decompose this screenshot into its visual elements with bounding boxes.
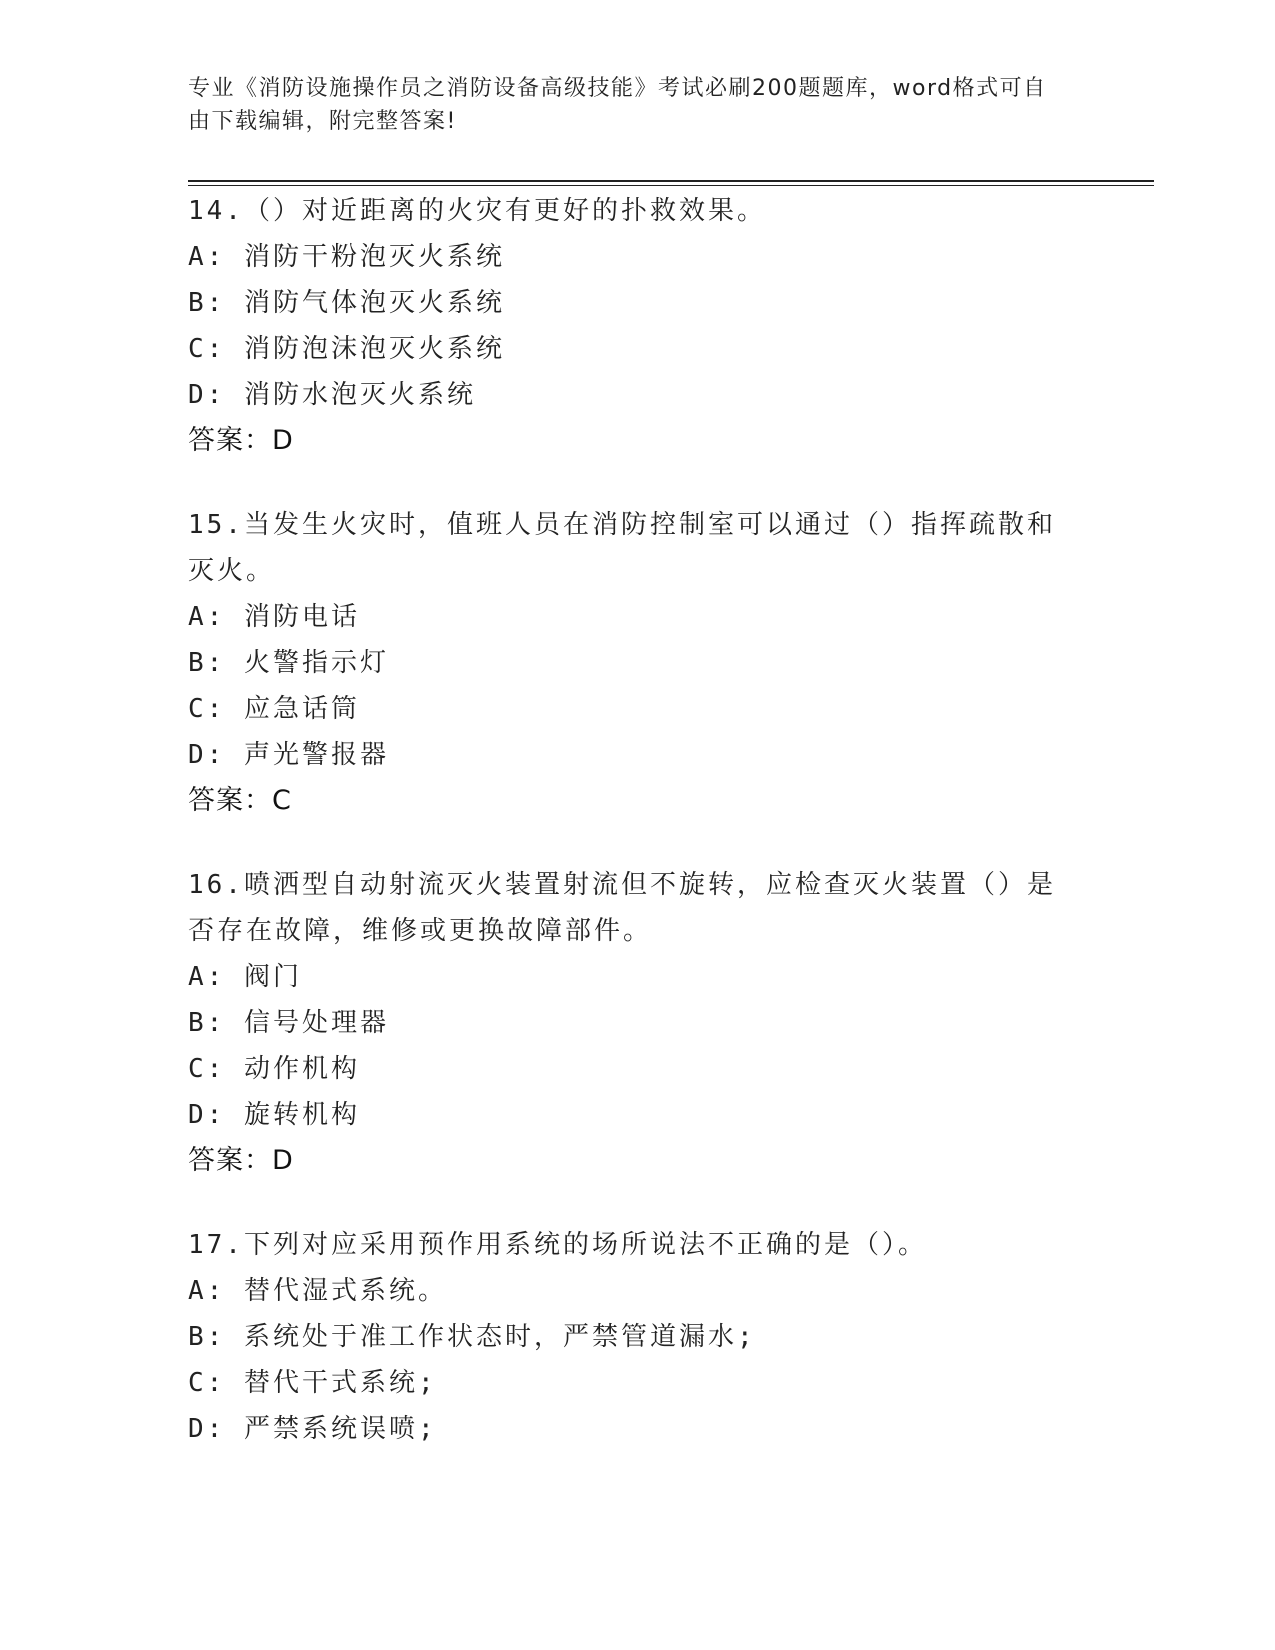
option-a: A: 消防电话 — [188, 602, 360, 632]
option-c: C: 消防泡沫泡灭火系统 — [188, 334, 505, 364]
question-text: 16.喷洒型自动射流灭火装置射流但不旋转，应检查灭火装置（）是否存在故障，维修或更换故障部件。 — [188, 870, 1056, 946]
answer: 答案：C — [188, 785, 292, 816]
question-15 — [188, 502, 1088, 824]
question-16 — [188, 862, 1088, 1184]
option-d: D: 严禁系统误喷; — [188, 1414, 437, 1444]
option-b: B: 信号处理器 — [188, 1008, 389, 1038]
question-text: 14.（）对近距离的火灾有更好的扑救效果。 — [188, 196, 766, 226]
option-a: A: 消防干粉泡灭火系统 — [188, 242, 505, 272]
option-a: A: 替代湿式系统。 — [188, 1276, 447, 1306]
option-c: C: 动作机构 — [188, 1054, 360, 1084]
answer: 答案：D — [188, 1145, 294, 1176]
option-b: B: 系统处于准工作状态时，严禁管道漏水; — [188, 1322, 756, 1352]
question-17 — [188, 1222, 1088, 1452]
option-b: B: 火警指示灯 — [188, 648, 389, 678]
answer: 答案：D — [188, 425, 294, 456]
question-text: 17.下列对应采用预作用系统的场所说法不正确的是（）。 — [188, 1230, 927, 1260]
option-b: B: 消防气体泡灭火系统 — [188, 288, 505, 318]
question-list — [188, 188, 1088, 1490]
option-c: C: 替代干式系统; — [188, 1368, 437, 1398]
option-d: D: 旋转机构 — [188, 1100, 360, 1130]
option-a: A: 阀门 — [188, 962, 302, 992]
question-text: 15.当发生火灾时，值班人员在消防控制室可以通过（）指挥疏散和灭火。 — [188, 510, 1056, 586]
option-d: D: 消防水泡灭火系统 — [188, 380, 476, 410]
header-divider-thin — [188, 185, 1154, 186]
header-divider-thick — [188, 180, 1154, 182]
question-14 — [188, 188, 1088, 464]
document-header-text: 专业《消防设施操作员之消防设备高级技能》考试必刷200题题库，word格式可自由下载编辑，附完整答案! — [188, 76, 1047, 134]
option-d: D: 声光警报器 — [188, 740, 389, 770]
option-c: C: 应急话筒 — [188, 694, 360, 724]
